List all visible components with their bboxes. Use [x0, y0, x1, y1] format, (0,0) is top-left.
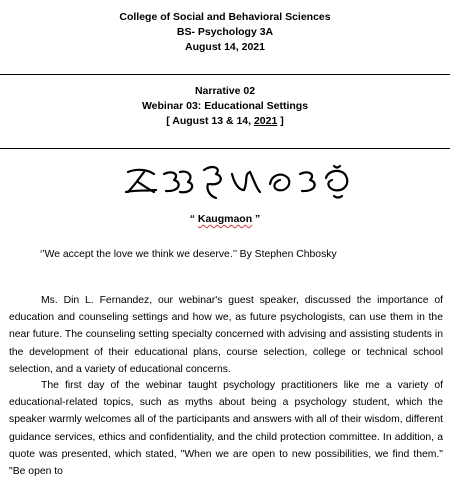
college-name: College of Social and Behavioral Sciences — [119, 11, 331, 23]
paragraph-text: The first day of the webinar taught psychology practitioners like me a variety of educational-related topics, such as myths about being a psychology student, which the speaker warmly welcomes all of the participants and answers with all of their wisdom, different guidance services, ethics and confidentiality, and the child protection committee. In addition, a quote was presented, which stated, "When we are open to new possibilities, we find them." "Be open to — [9, 380, 443, 478]
narrative-header — [0, 84, 450, 129]
body-paragraph-2 — [9, 377, 443, 480]
webinar-title: Webinar 03: Educational Settings — [141, 100, 309, 112]
program-name: BS- Psychology 3A — [176, 26, 274, 38]
divider-bottom — [0, 148, 450, 149]
baybayin-script-graphic — [120, 160, 360, 202]
divider-top — [0, 74, 450, 75]
paragraph-text: Ms. Din L. Fernandez, our webinar's guest speaker, discussed the importance of education and counseling settings and how we, as future psychologists, can use them in the near future. The counseling setting specialty concerned with advising and assisting students in the development of their educational plans, course selection, college or technical school selection, and a variety of educational concerns. — [9, 295, 443, 375]
title-close-quote: ” — [252, 213, 261, 225]
narrative-number: Narrative 02 — [194, 85, 256, 97]
webinar-dates — [0, 114, 450, 129]
webinar-dates-year: 2021 — [253, 115, 278, 127]
body-paragraph-1 — [9, 292, 443, 378]
webinar-dates-suffix: ] — [277, 115, 284, 127]
document-header — [0, 10, 450, 55]
title-open-quote: “ — [189, 213, 198, 225]
header-date: August 14, 2021 — [185, 41, 265, 53]
webinar-dates-prefix: [ August 13 & 14, — [166, 115, 254, 127]
epigraph-quote: ‘’We accept the love we think we deserve.’’ By Stephen Chbosky — [40, 249, 337, 260]
title-word: Kaugmaon — [197, 213, 253, 225]
narrative-title — [0, 213, 450, 225]
